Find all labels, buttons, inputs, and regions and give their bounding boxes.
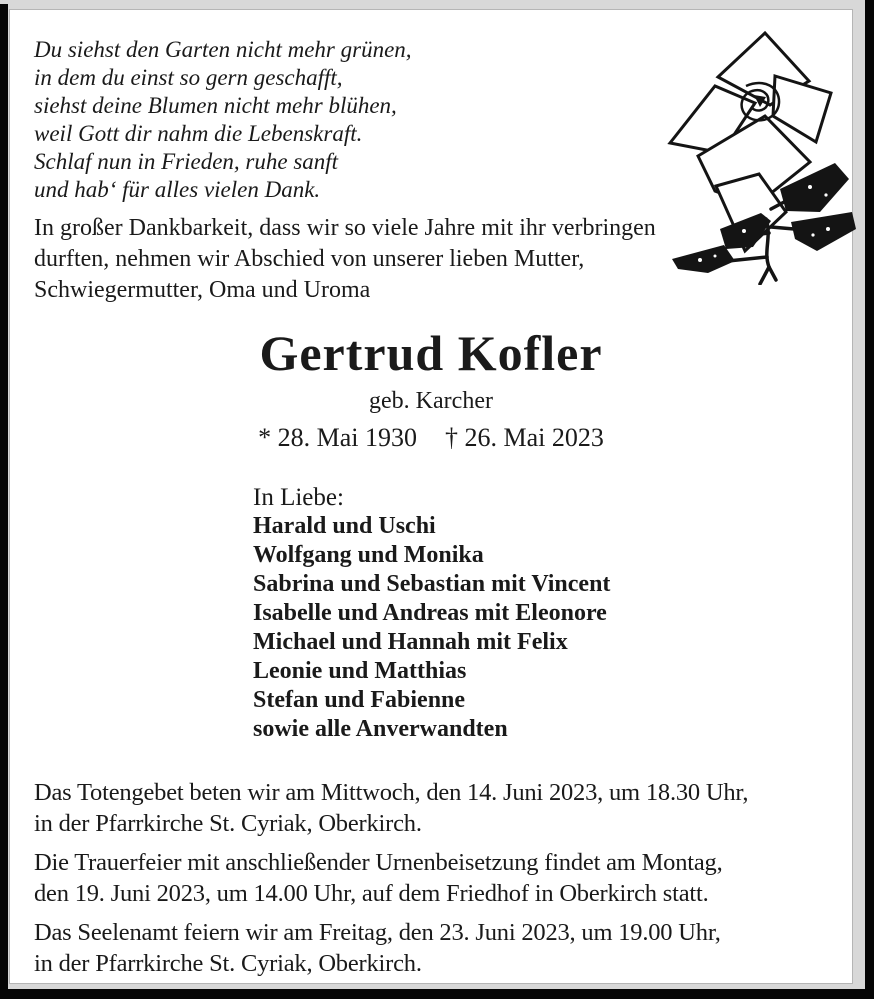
event-line: den 19. Juni 2023, um 14.00 Uhr, auf dem Friedhof in Oberkirch statt. (34, 880, 709, 907)
obituary-page (9, 9, 853, 984)
mourner-name: Sabrina und Sebastian mit Vincent (253, 571, 611, 597)
event-seelenamt (34, 917, 828, 979)
poem-line: Schlaf nun in Frieden, ruhe sanft (34, 149, 339, 174)
event-line: Das Seelenamt feiern wir am Freitag, den 23. Juni 2023, um 19.00 Uhr, (34, 919, 721, 946)
mourner-name: Michael und Hannah mit Felix (253, 629, 568, 655)
service-announcements (34, 777, 828, 979)
poem-line: in dem du einst so gern geschafft, (34, 65, 343, 90)
mourner-name: sowie alle Anverwandten (253, 716, 508, 742)
event-line: Das Totengebet beten wir am Mittwoch, den 14. Juni 2023, um 18.30 Uhr, (34, 779, 749, 806)
death-date: † 26. Mai 2023 (445, 423, 604, 452)
viewer-edge-bar-left (0, 4, 8, 999)
life-dates (34, 423, 828, 453)
maiden-name: geb. Karcher (369, 388, 493, 414)
poem-line: weil Gott dir nahm die Lebenskraft. (34, 121, 363, 146)
mourners-list (253, 483, 828, 744)
mourner-name: Wolfgang und Monika (253, 542, 484, 568)
event-totengebet (34, 777, 828, 839)
viewer-edge-bar-right (865, 0, 874, 999)
mourners-label: In Liebe: (253, 484, 344, 511)
poem-line: und hab‘ für alles vielen Dank. (34, 177, 321, 202)
mourner-name: Harald und Uschi (253, 513, 436, 539)
poem-line: Du siehst den Garten nicht mehr grünen, (34, 37, 412, 62)
mourner-name: Stefan und Fabienne (253, 687, 466, 713)
event-line: in der Pfarrkirche St. Cyriak, Oberkirch. (34, 810, 422, 837)
event-line: Die Trauerfeier mit anschließender Urnenbeisetzung findet am Montag, (34, 849, 723, 876)
rose-icon (658, 23, 858, 285)
mourner-name: Isabelle und Andreas mit Eleonore (253, 600, 607, 626)
intro-line: In großer Dankbarkeit, dass wir so viele Jahre mit ihr verbringen (34, 215, 656, 241)
event-line: in der Pfarrkirche St. Cyriak, Oberkirch. (34, 950, 422, 977)
viewer-edge-bar-bottom (0, 989, 874, 999)
birth-date: * 28. Mai 1930 (258, 423, 417, 452)
poem-line: siehst deine Blumen nicht mehr blühen, (34, 93, 397, 118)
intro-line: durften, nehmen wir Abschied von unserer lieben Mutter, (34, 246, 585, 272)
intro-line: Schwiegermutter, Oma und Uroma (34, 277, 371, 303)
mourner-name: Leonie und Matthias (253, 658, 467, 684)
event-trauerfeier (34, 847, 828, 909)
deceased-name: Gertrud Kofler (259, 325, 603, 381)
